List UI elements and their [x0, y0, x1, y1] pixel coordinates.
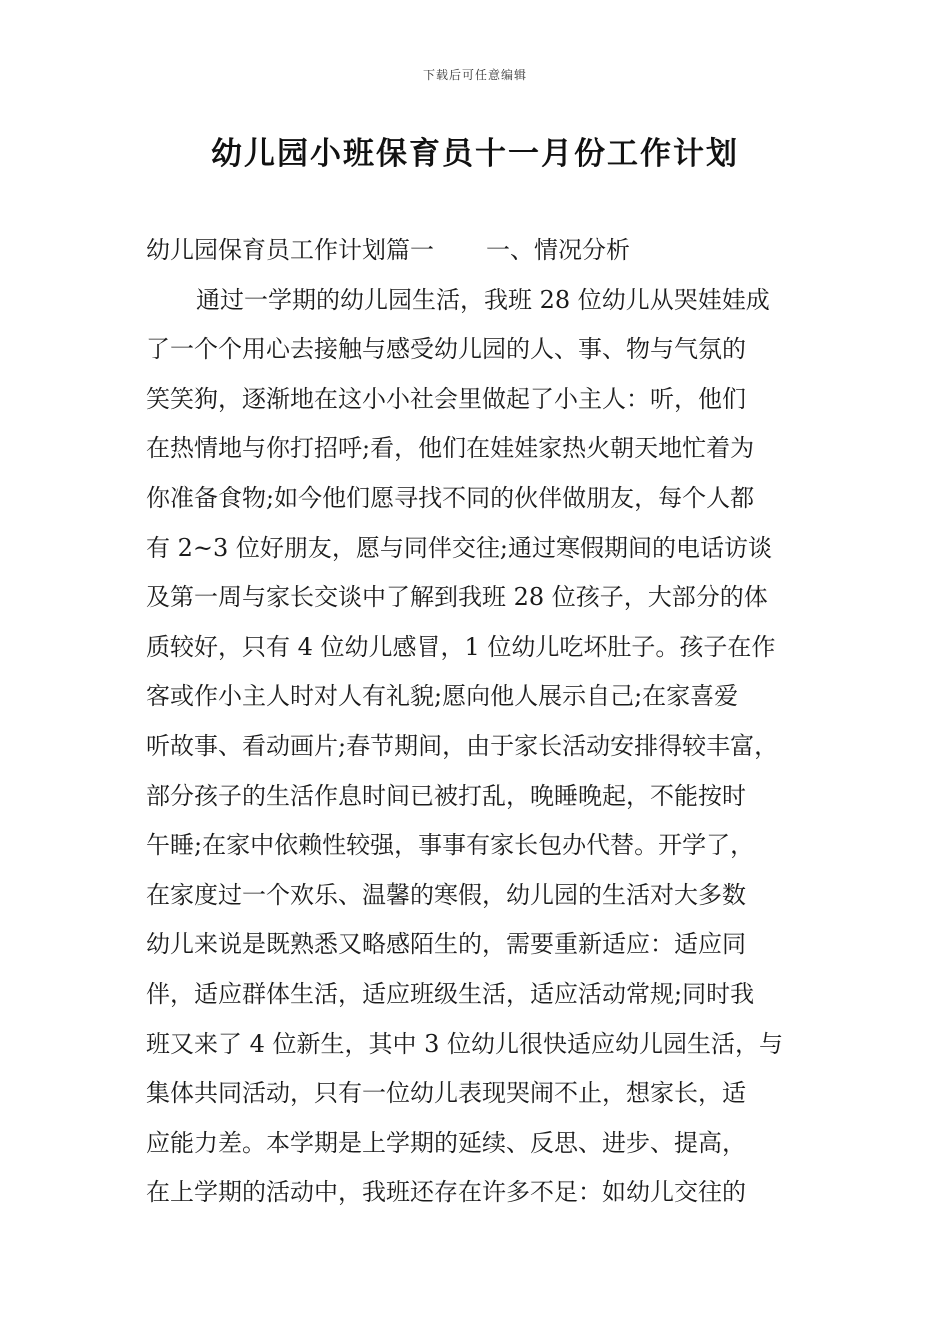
- paragraph-line: 了一个个用心去接触与感受幼儿园的人、事、物与气氛的: [146, 335, 746, 364]
- paragraph-line: 通过一学期的幼儿园生活，我班 28 位幼儿从哭娃娃成: [196, 285, 770, 314]
- paragraph-line: 班又来了 4 位新生，其中 3 位幼儿很快适应幼儿园生活，与: [146, 1029, 784, 1058]
- paragraph-line: 午睡;在家中依赖性较强，事事有家长包办代替。开学了，: [146, 831, 755, 860]
- paragraph-line: 你准备食物;如今他们愿寻找不同的伙伴做朋友，每个人都: [146, 483, 755, 512]
- paragraph-line: 幼儿来说是既熟悉又略感陌生的，需要重新适应：适应同: [146, 930, 746, 959]
- paragraph-line: 笑笑狗，逐渐地在这小小社会里做起了小主人：听，他们: [146, 384, 746, 413]
- document-body: [146, 226, 826, 1218]
- header-note: 下载后可任意编辑: [422, 68, 527, 82]
- paragraph-line: 听故事、看动画片;春节期间，由于家长活动安排得较丰富，: [146, 731, 779, 760]
- paragraph-line: 在热情地与你打招呼;看，他们在娃娃家热火朝天地忙着为: [146, 434, 755, 463]
- paragraph-line: 在上学期的活动中，我班还存在许多不足：如幼儿交往的: [146, 1178, 746, 1207]
- paragraph-line: 在家度过一个欢乐、温馨的寒假，幼儿园的生活对大多数: [146, 880, 746, 909]
- paragraph-line: 伴，适应群体生活，适应班级生活，适应活动常规;同时我: [146, 979, 755, 1008]
- paragraph-line: 有 2~3 位好朋友，愿与同伴交往;通过寒假期间的电话访谈: [146, 533, 772, 562]
- paragraph-line: 集体共同活动，只有一位幼儿表现哭闹不止，想家长，适: [146, 1079, 746, 1108]
- document-title: 幼儿园小班保育员十一月份工作计划: [211, 136, 739, 172]
- paragraph-line: 部分孩子的生活作息时间已被打乱，晚睡晚起，不能按时: [146, 781, 746, 810]
- section-heading: 幼儿园保育员工作计划篇一: [146, 236, 434, 264]
- paragraph-line: 客或作小主人时对人有礼貌;愿向他人展示自己;在家喜爱: [146, 682, 739, 711]
- paragraph-line: 应能力差。本学期是上学期的延续、反思、进步、提高，: [146, 1128, 746, 1157]
- paragraph-line: 及第一周与家长交谈中了解到我班 28 位孩子，大部分的体: [146, 583, 768, 612]
- subsection-heading: 一、情况分析: [486, 236, 630, 264]
- section-heading-line: [146, 226, 826, 276]
- paragraph-line: 质较好，只有 4 位幼儿感冒，1 位幼儿吃坏肚子。孩子在作: [146, 632, 776, 661]
